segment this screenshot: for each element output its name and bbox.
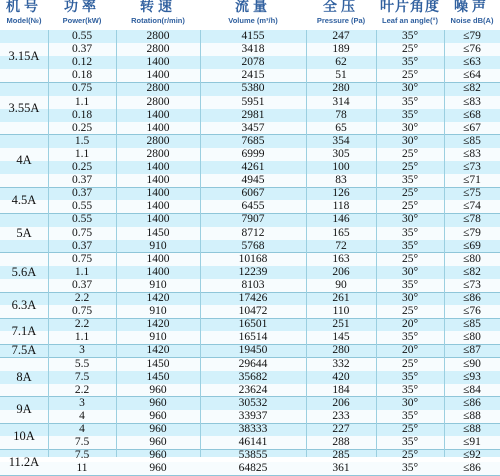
header-angle-cn: 叶片角度 bbox=[380, 0, 440, 15]
cell-angle: 25° bbox=[401, 423, 419, 435]
table-row bbox=[0, 305, 500, 318]
cell-rotation: 1400 bbox=[146, 161, 170, 173]
table-row bbox=[0, 358, 500, 371]
cell-angle: 35° bbox=[401, 174, 419, 187]
cell-pressure: 233 bbox=[332, 409, 350, 422]
cell-noise: ≤68 bbox=[463, 108, 481, 121]
cell-noise: ≤78 bbox=[463, 213, 481, 226]
cell-noise: ≤86 bbox=[463, 462, 481, 475]
cell-angle: 35° bbox=[401, 226, 419, 239]
cell-noise: ≤84 bbox=[463, 383, 481, 396]
table-row bbox=[0, 227, 500, 240]
table-row bbox=[0, 56, 500, 69]
table-row bbox=[0, 240, 500, 253]
cell-pressure: 251 bbox=[332, 318, 350, 331]
cell-rotation: 1400 bbox=[146, 56, 170, 69]
cell-volume: 8712 bbox=[241, 226, 265, 239]
cell-noise: ≤76 bbox=[463, 305, 481, 318]
cell-model: 10A bbox=[13, 428, 35, 443]
cell-rotation: 960 bbox=[149, 449, 167, 462]
table-row bbox=[0, 266, 500, 279]
cell-rotation: 910 bbox=[149, 305, 167, 318]
cell-power: 1.1 bbox=[74, 265, 90, 278]
cell-angle: 25° bbox=[401, 200, 419, 213]
cell-pressure: 184 bbox=[332, 383, 350, 396]
cell-rotation: 910 bbox=[149, 239, 167, 252]
cell-volume: 53855 bbox=[238, 449, 268, 462]
cell-angle: 25° bbox=[401, 147, 419, 160]
cell-pressure: 285 bbox=[332, 449, 350, 462]
header-angle-en: Leaf an angle(°) bbox=[382, 16, 438, 25]
cell-volume: 64825 bbox=[238, 462, 268, 475]
cell-volume: 17426 bbox=[238, 292, 268, 304]
cell-pressure: 65 bbox=[335, 121, 347, 134]
cell-pressure: 145 bbox=[332, 331, 350, 344]
cell-rotation: 1420 bbox=[146, 292, 170, 304]
cell-pressure: 354 bbox=[332, 134, 350, 147]
cell-power: 3 bbox=[79, 396, 85, 409]
cell-angle: 25° bbox=[401, 305, 419, 318]
cell-noise: ≤85 bbox=[463, 134, 481, 147]
cell-power: 0.55 bbox=[71, 200, 93, 213]
header-model-cn: 机号 bbox=[6, 0, 42, 15]
cell-angle: 30° bbox=[401, 121, 419, 134]
cell-pressure: 280 bbox=[332, 82, 350, 95]
cell-model: 11.2A bbox=[8, 454, 40, 469]
cell-power: 0.37 bbox=[71, 187, 93, 200]
cell-power: 0.25 bbox=[71, 161, 93, 173]
table-row bbox=[0, 253, 500, 266]
cell-volume: 2078 bbox=[241, 56, 265, 69]
cell-volume: 5380 bbox=[241, 82, 265, 95]
cell-angle: 30° bbox=[401, 82, 419, 95]
cell-pressure: 90 bbox=[335, 278, 347, 291]
cell-noise: ≤86 bbox=[463, 396, 481, 409]
cell-pressure: 247 bbox=[332, 30, 350, 42]
cell-power: 0.55 bbox=[71, 213, 93, 226]
cell-angle: 25° bbox=[401, 449, 419, 462]
table-row bbox=[0, 96, 500, 109]
cell-rotation: 910 bbox=[149, 278, 167, 291]
cell-pressure: 165 bbox=[332, 226, 350, 239]
cell-angle: 35° bbox=[401, 383, 419, 396]
header-noise-en: Noise dB(A) bbox=[450, 16, 494, 25]
cell-angle: 25° bbox=[401, 357, 419, 370]
cell-pressure: 62 bbox=[335, 56, 347, 69]
cell-angle: 25° bbox=[401, 43, 419, 56]
column-divider bbox=[444, 30, 445, 457]
table-row bbox=[0, 69, 500, 82]
cell-volume: 6067 bbox=[241, 187, 265, 200]
cell-power: 4 bbox=[79, 409, 85, 422]
cell-volume: 2981 bbox=[241, 108, 265, 121]
cell-rotation: 960 bbox=[149, 396, 167, 409]
cell-model: 4.5A bbox=[11, 192, 37, 207]
cell-rotation: 2800 bbox=[146, 43, 170, 56]
cell-angle: 35° bbox=[401, 95, 419, 108]
cell-angle: 25° bbox=[401, 252, 419, 265]
cell-pressure: 51 bbox=[335, 69, 347, 82]
cell-volume: 12239 bbox=[238, 265, 268, 278]
cell-volume: 29644 bbox=[238, 357, 268, 370]
table-row bbox=[0, 213, 500, 226]
header-pressure bbox=[306, 0, 376, 30]
cell-noise: ≤86 bbox=[463, 292, 481, 304]
cell-power: 0.75 bbox=[71, 305, 93, 318]
cell-angle: 35° bbox=[401, 108, 419, 121]
cell-power: 1.1 bbox=[74, 95, 90, 108]
table-row bbox=[0, 462, 500, 475]
cell-power: 2.2 bbox=[74, 292, 90, 304]
header-model-en: Model(№) bbox=[6, 16, 42, 25]
cell-angle: 35° bbox=[401, 462, 419, 475]
cell-rotation: 2800 bbox=[146, 82, 170, 95]
cell-volume: 10168 bbox=[238, 252, 268, 265]
table-row bbox=[0, 344, 500, 357]
cell-volume: 6455 bbox=[241, 200, 265, 213]
cell-pressure: 100 bbox=[332, 161, 350, 173]
cell-power: 0.75 bbox=[71, 252, 93, 265]
cell-noise: ≤80 bbox=[463, 252, 481, 265]
cell-power: 7.5 bbox=[74, 449, 90, 462]
cell-power: 4 bbox=[79, 423, 85, 435]
cell-pressure: 189 bbox=[332, 43, 350, 56]
table-row bbox=[0, 371, 500, 384]
cell-volume: 7907 bbox=[241, 213, 265, 226]
cell-angle: 35° bbox=[401, 239, 419, 252]
cell-power: 0.75 bbox=[71, 82, 93, 95]
cell-pressure: 83 bbox=[335, 174, 347, 187]
cell-pressure: 288 bbox=[332, 436, 350, 449]
cell-volume: 35682 bbox=[238, 370, 268, 383]
cell-power: 0.37 bbox=[71, 174, 93, 187]
cell-angle: 35° bbox=[401, 30, 419, 42]
cell-angle: 35° bbox=[401, 409, 419, 422]
cell-rotation: 2800 bbox=[146, 30, 170, 42]
cell-pressure: 332 bbox=[332, 357, 350, 370]
cell-noise: ≤73 bbox=[463, 278, 481, 291]
cell-noise: ≤71 bbox=[463, 174, 481, 187]
cell-pressure: 305 bbox=[332, 147, 350, 160]
cell-noise: ≤85 bbox=[463, 318, 481, 331]
cell-noise: ≤73 bbox=[463, 161, 481, 173]
cell-noise: ≤93 bbox=[463, 370, 481, 383]
cell-rotation: 1400 bbox=[146, 265, 170, 278]
cell-power: 0.12 bbox=[71, 56, 93, 69]
cell-pressure: 314 bbox=[332, 95, 350, 108]
cell-noise: ≤79 bbox=[463, 30, 481, 42]
cell-angle: 35° bbox=[401, 370, 419, 383]
cell-power: 2.2 bbox=[74, 318, 90, 331]
header-rotation-cn: 转速 bbox=[140, 0, 176, 15]
cell-power: 7.5 bbox=[74, 436, 90, 449]
table-row bbox=[0, 30, 500, 43]
cell-volume: 23624 bbox=[238, 383, 268, 396]
cell-rotation: 1450 bbox=[146, 357, 170, 370]
cell-pressure: 280 bbox=[332, 344, 350, 357]
cell-power: 0.18 bbox=[71, 69, 93, 82]
table-header bbox=[0, 0, 500, 30]
cell-volume: 2415 bbox=[241, 69, 265, 82]
cell-power: 1.1 bbox=[74, 147, 90, 160]
cell-volume: 10472 bbox=[238, 305, 268, 318]
cell-volume: 46141 bbox=[238, 436, 268, 449]
cell-rotation: 1450 bbox=[146, 370, 170, 383]
cell-rotation: 1400 bbox=[146, 252, 170, 265]
header-volume-en: Volume (m³/h) bbox=[228, 16, 278, 25]
cell-pressure: 206 bbox=[332, 265, 350, 278]
cell-pressure: 361 bbox=[332, 462, 350, 475]
header-noise bbox=[444, 0, 500, 30]
header-volume-cn: 流量 bbox=[235, 0, 271, 15]
cell-volume: 5951 bbox=[241, 95, 265, 108]
cell-pressure: 146 bbox=[332, 213, 350, 226]
table-row bbox=[0, 423, 500, 436]
cell-noise: ≤64 bbox=[463, 69, 481, 82]
header-volume bbox=[200, 0, 306, 30]
column-divider bbox=[376, 30, 377, 457]
table-row bbox=[0, 174, 500, 187]
cell-model: 7.1A bbox=[11, 323, 37, 338]
cell-model: 5.6A bbox=[11, 264, 37, 279]
cell-volume: 16501 bbox=[238, 318, 268, 331]
table-row bbox=[0, 449, 500, 462]
cell-angle: 25° bbox=[401, 187, 419, 200]
cell-angle: 35° bbox=[401, 436, 419, 449]
table-row bbox=[0, 200, 500, 213]
cell-model: 3.15A bbox=[8, 48, 40, 63]
header-pressure-cn: 全压 bbox=[323, 0, 359, 15]
cell-power: 0.37 bbox=[71, 239, 93, 252]
cell-noise: ≤82 bbox=[463, 82, 481, 95]
cell-pressure: 227 bbox=[332, 423, 350, 435]
cell-pressure: 126 bbox=[332, 187, 350, 200]
cell-angle: 30° bbox=[401, 396, 419, 409]
column-divider bbox=[48, 30, 49, 457]
cell-noise: ≤83 bbox=[463, 147, 481, 160]
cell-rotation: 960 bbox=[149, 409, 167, 422]
cell-rotation: 1400 bbox=[146, 187, 170, 200]
cell-noise: ≤90 bbox=[463, 357, 481, 370]
cell-rotation: 960 bbox=[149, 462, 167, 475]
cell-angle: 35° bbox=[401, 331, 419, 344]
cell-pressure: 420 bbox=[332, 370, 350, 383]
cell-power: 2.2 bbox=[74, 383, 90, 396]
header-pressure-en: Pressure (Pa) bbox=[316, 16, 366, 25]
cell-volume: 3457 bbox=[241, 121, 265, 134]
cell-angle: 30° bbox=[401, 292, 419, 304]
cell-noise: ≤82 bbox=[463, 265, 481, 278]
header-power-cn: 功率 bbox=[64, 0, 100, 15]
cell-volume: 4155 bbox=[241, 30, 265, 42]
cell-volume: 30532 bbox=[238, 396, 268, 409]
header-power bbox=[48, 0, 116, 30]
cell-volume: 16514 bbox=[238, 331, 268, 344]
table-row bbox=[0, 410, 500, 423]
cell-pressure: 72 bbox=[335, 239, 347, 252]
cell-model: 6.3A bbox=[11, 297, 37, 312]
cell-rotation: 1450 bbox=[146, 226, 170, 239]
cell-angle: 30° bbox=[401, 265, 419, 278]
cell-power: 0.18 bbox=[71, 108, 93, 121]
cell-noise: ≤74 bbox=[463, 200, 481, 213]
cell-model: 5A bbox=[16, 225, 32, 240]
cell-volume: 3418 bbox=[241, 43, 265, 56]
table-row bbox=[0, 331, 500, 344]
cell-rotation: 1420 bbox=[146, 344, 170, 357]
cell-model: 8A bbox=[16, 369, 32, 384]
cell-model: 9A bbox=[16, 402, 32, 417]
cell-rotation: 1400 bbox=[146, 121, 170, 134]
table-row bbox=[0, 397, 500, 410]
cell-power: 5.5 bbox=[74, 357, 90, 370]
cell-angle: 20° bbox=[401, 318, 419, 331]
table-row bbox=[0, 292, 500, 305]
cell-model: 3.55A bbox=[8, 101, 40, 116]
cell-noise: ≤79 bbox=[463, 226, 481, 239]
cell-power: 0.75 bbox=[71, 226, 93, 239]
cell-rotation: 1400 bbox=[146, 213, 170, 226]
header-noise-cn: 噪声 bbox=[454, 0, 490, 15]
cell-noise: ≤88 bbox=[463, 409, 481, 422]
cell-rotation: 2800 bbox=[146, 147, 170, 160]
column-divider bbox=[200, 30, 201, 457]
cell-power: 0.37 bbox=[71, 278, 93, 291]
cell-noise: ≤63 bbox=[463, 56, 481, 69]
cell-noise: ≤88 bbox=[463, 423, 481, 435]
table-row bbox=[0, 318, 500, 331]
header-model bbox=[0, 0, 48, 30]
cell-rotation: 1400 bbox=[146, 108, 170, 121]
cell-volume: 38333 bbox=[238, 423, 268, 435]
table-row bbox=[0, 122, 500, 135]
table-row bbox=[0, 82, 500, 95]
cell-volume: 33937 bbox=[238, 409, 268, 422]
cell-power: 0.55 bbox=[71, 30, 93, 42]
cell-pressure: 261 bbox=[332, 292, 350, 304]
cell-pressure: 110 bbox=[332, 305, 350, 318]
cell-volume: 19450 bbox=[238, 344, 268, 357]
cell-angle: 35° bbox=[401, 56, 419, 69]
cell-noise: ≤75 bbox=[463, 187, 481, 200]
cell-rotation: 1400 bbox=[146, 69, 170, 82]
table-row bbox=[0, 279, 500, 292]
column-divider bbox=[116, 30, 117, 457]
cell-angle: 25° bbox=[401, 161, 419, 173]
cell-power: 1.1 bbox=[74, 331, 90, 344]
cell-angle: 35° bbox=[401, 278, 419, 291]
header-rotation bbox=[116, 0, 200, 30]
cell-noise: ≤67 bbox=[463, 121, 481, 134]
cell-noise: ≤83 bbox=[463, 95, 481, 108]
cell-angle: 30° bbox=[401, 134, 419, 147]
cell-volume: 8103 bbox=[241, 278, 265, 291]
cell-noise: ≤76 bbox=[463, 43, 481, 56]
cell-rotation: 1400 bbox=[146, 174, 170, 187]
table-row bbox=[0, 148, 500, 161]
cell-volume: 5768 bbox=[241, 239, 265, 252]
table-row bbox=[0, 43, 500, 56]
cell-noise: ≤69 bbox=[463, 239, 481, 252]
cell-rotation: 1420 bbox=[146, 318, 170, 331]
cell-rotation: 960 bbox=[149, 436, 167, 449]
cell-power: 1.5 bbox=[74, 134, 90, 147]
cell-volume: 7685 bbox=[241, 134, 265, 147]
cell-noise: ≤92 bbox=[463, 449, 481, 462]
cell-rotation: 910 bbox=[149, 331, 167, 344]
cell-volume: 4261 bbox=[241, 161, 265, 173]
header-angle bbox=[376, 0, 444, 30]
header-rotation-en: Rotation(r/min) bbox=[131, 16, 185, 25]
cell-power: 7.5 bbox=[74, 370, 90, 383]
table-row bbox=[0, 436, 500, 449]
cell-pressure: 163 bbox=[332, 252, 350, 265]
cell-power: 3 bbox=[79, 344, 85, 357]
cell-noise: ≤91 bbox=[463, 436, 481, 449]
cell-angle: 20° bbox=[401, 344, 419, 357]
cell-pressure: 78 bbox=[335, 108, 347, 121]
cell-power: 0.37 bbox=[71, 43, 93, 56]
cell-noise: ≤87 bbox=[463, 344, 481, 357]
cell-rotation: 960 bbox=[149, 423, 167, 435]
cell-rotation: 2800 bbox=[146, 134, 170, 147]
cell-angle: 25° bbox=[401, 69, 419, 82]
cell-rotation: 1400 bbox=[146, 200, 170, 213]
cell-rotation: 960 bbox=[149, 383, 167, 396]
cell-rotation: 2800 bbox=[146, 95, 170, 108]
table-row bbox=[0, 384, 500, 397]
cell-volume: 6999 bbox=[241, 147, 265, 160]
cell-power: 11 bbox=[76, 462, 88, 475]
cell-model: 4A bbox=[16, 153, 32, 168]
table-row bbox=[0, 109, 500, 122]
cell-model: 7.5A bbox=[11, 343, 37, 358]
cell-angle: 30° bbox=[401, 213, 419, 226]
cell-pressure: 206 bbox=[332, 396, 350, 409]
cell-volume: 4945 bbox=[241, 174, 265, 187]
header-power-en: Power(kW) bbox=[62, 16, 102, 25]
table-row bbox=[0, 161, 500, 174]
table-row bbox=[0, 187, 500, 200]
table-row bbox=[0, 135, 500, 148]
cell-pressure: 118 bbox=[332, 200, 350, 213]
cell-noise: ≤80 bbox=[463, 331, 481, 344]
cell-power: 0.25 bbox=[71, 121, 93, 134]
column-divider bbox=[306, 30, 307, 457]
